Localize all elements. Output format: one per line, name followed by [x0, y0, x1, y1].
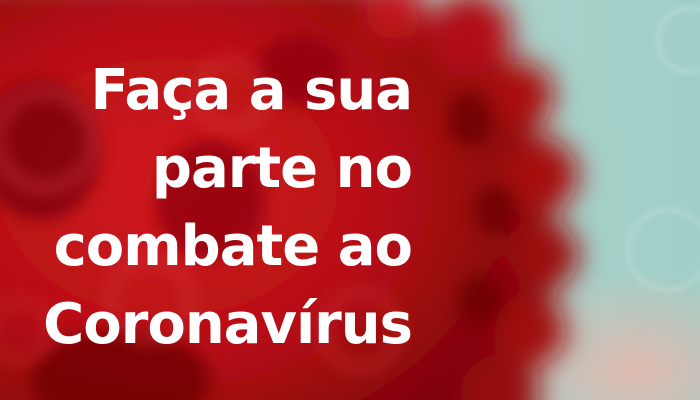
- headline-line-1: Faça a sua: [90, 58, 412, 123]
- headline-line-2: parte no: [151, 136, 412, 201]
- headline-line-4: Coronavírus: [43, 292, 412, 357]
- headline: [43, 52, 412, 364]
- headline-line-3: combate ao: [53, 214, 412, 279]
